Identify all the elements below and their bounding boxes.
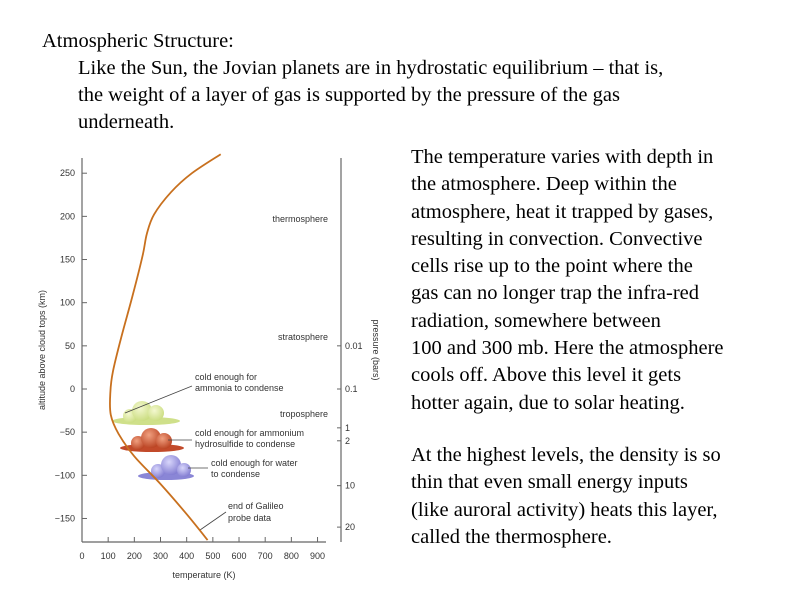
paragraph-line: gas can no longer trap the infra-red [411, 282, 700, 305]
paragraph-line: resulting in convection. Convective [411, 227, 703, 250]
paragraph-line: radiation, somewhere between [411, 309, 661, 332]
galileo-annotation: end of Galileo [228, 501, 284, 511]
y-tick-label: 100 [59, 297, 75, 308]
x-tick-label: 500 [205, 551, 221, 561]
pressure-tick-label: 20 [345, 522, 356, 533]
ammonium-annotation: cold enough for ammonium [195, 428, 305, 438]
y-axis-label: altitude above cloud tops (km) [37, 289, 47, 411]
thermosphere-label: thermosphere [272, 214, 328, 224]
thermosphere-paragraph [411, 442, 796, 551]
paragraph-line: 100 and 300 mb. Here the atmosphere [411, 337, 724, 360]
y-tick-label: −50 [59, 427, 75, 438]
water-annotation: to condense [211, 469, 261, 479]
pressure-tick-label: 2 [345, 435, 351, 446]
paragraph-line: called the thermosphere. [411, 525, 612, 548]
pressure-tick-label: 0.01 [345, 340, 363, 351]
paragraph-line: hotter again, due to solar heating. [411, 391, 685, 414]
pressure-tick-label: 10 [345, 480, 356, 491]
x-tick-label: 200 [126, 551, 142, 561]
y-tick-label: −150 [54, 513, 75, 524]
x-tick-label: 100 [100, 551, 116, 561]
x-tick-label: 300 [152, 551, 169, 561]
y-tick-label: 200 [59, 211, 75, 222]
intro-line: underneath. [78, 111, 175, 133]
galileo-leader-line [200, 512, 226, 530]
pressure-axis-label: pressure (bars) [371, 319, 381, 381]
paragraph-line: (like auroral activity) heats this layer, [411, 498, 718, 521]
pressure-tick-label: 1 [345, 422, 351, 433]
atmosphere-temperature-chart [30, 150, 400, 590]
slide-heading: Atmospheric Structure: [42, 30, 234, 52]
intro-line: the weight of a layer of gas is supported by the pressure of the gas [78, 84, 620, 106]
y-tick-label: 150 [59, 254, 75, 265]
ammonia-annotation: ammonia to condense [195, 383, 284, 393]
paragraph-line: thin that even small energy inputs [411, 471, 688, 494]
pressure-tick-label: 0.1 [345, 384, 358, 394]
y-tick-label: 50 [64, 340, 75, 351]
water-annotation: cold enough for water [211, 458, 298, 468]
paragraph-line: The temperature varies with depth in [411, 146, 714, 168]
troposphere-label: troposphere [279, 409, 328, 419]
intro-line: Like the Sun, the Jovian planets are in hydrostatic equilibrium – that is, [78, 57, 664, 79]
y-tick-label: 0 [69, 384, 75, 394]
y-tick-label: −100 [54, 470, 75, 481]
intro-paragraph [78, 55, 778, 136]
x-tick-label: 700 [257, 551, 273, 561]
galileo-annotation: probe data [228, 513, 272, 523]
x-tick-label: 900 [310, 551, 326, 561]
paragraph-line: At the highest levels, the density is so [411, 444, 721, 466]
x-tick-label: 0 [79, 551, 85, 561]
ammonium-annotation: hydrosulfide to condense [195, 439, 296, 449]
ammonia-annotation: cold enough for [195, 372, 258, 382]
paragraph-line: cells rise up to the point where the [411, 255, 693, 278]
water-cloud-icon [138, 455, 194, 480]
paragraph-line: cools off. Above this level it gets [411, 364, 682, 387]
x-tick-label: 400 [179, 551, 195, 561]
stratosphere-label: stratosphere [277, 332, 328, 342]
x-tick-label: 600 [231, 551, 247, 561]
y-tick-label: 250 [59, 168, 75, 179]
x-tick-label: 800 [283, 551, 299, 561]
temperature-paragraph [411, 144, 796, 417]
temperature-profile-line [110, 154, 221, 540]
paragraph-line: the atmosphere. Deep within the [411, 173, 677, 196]
paragraph-line: atmosphere, heat it trapped by gases, [411, 200, 714, 223]
x-axis-label: temperature (K) [172, 570, 236, 580]
